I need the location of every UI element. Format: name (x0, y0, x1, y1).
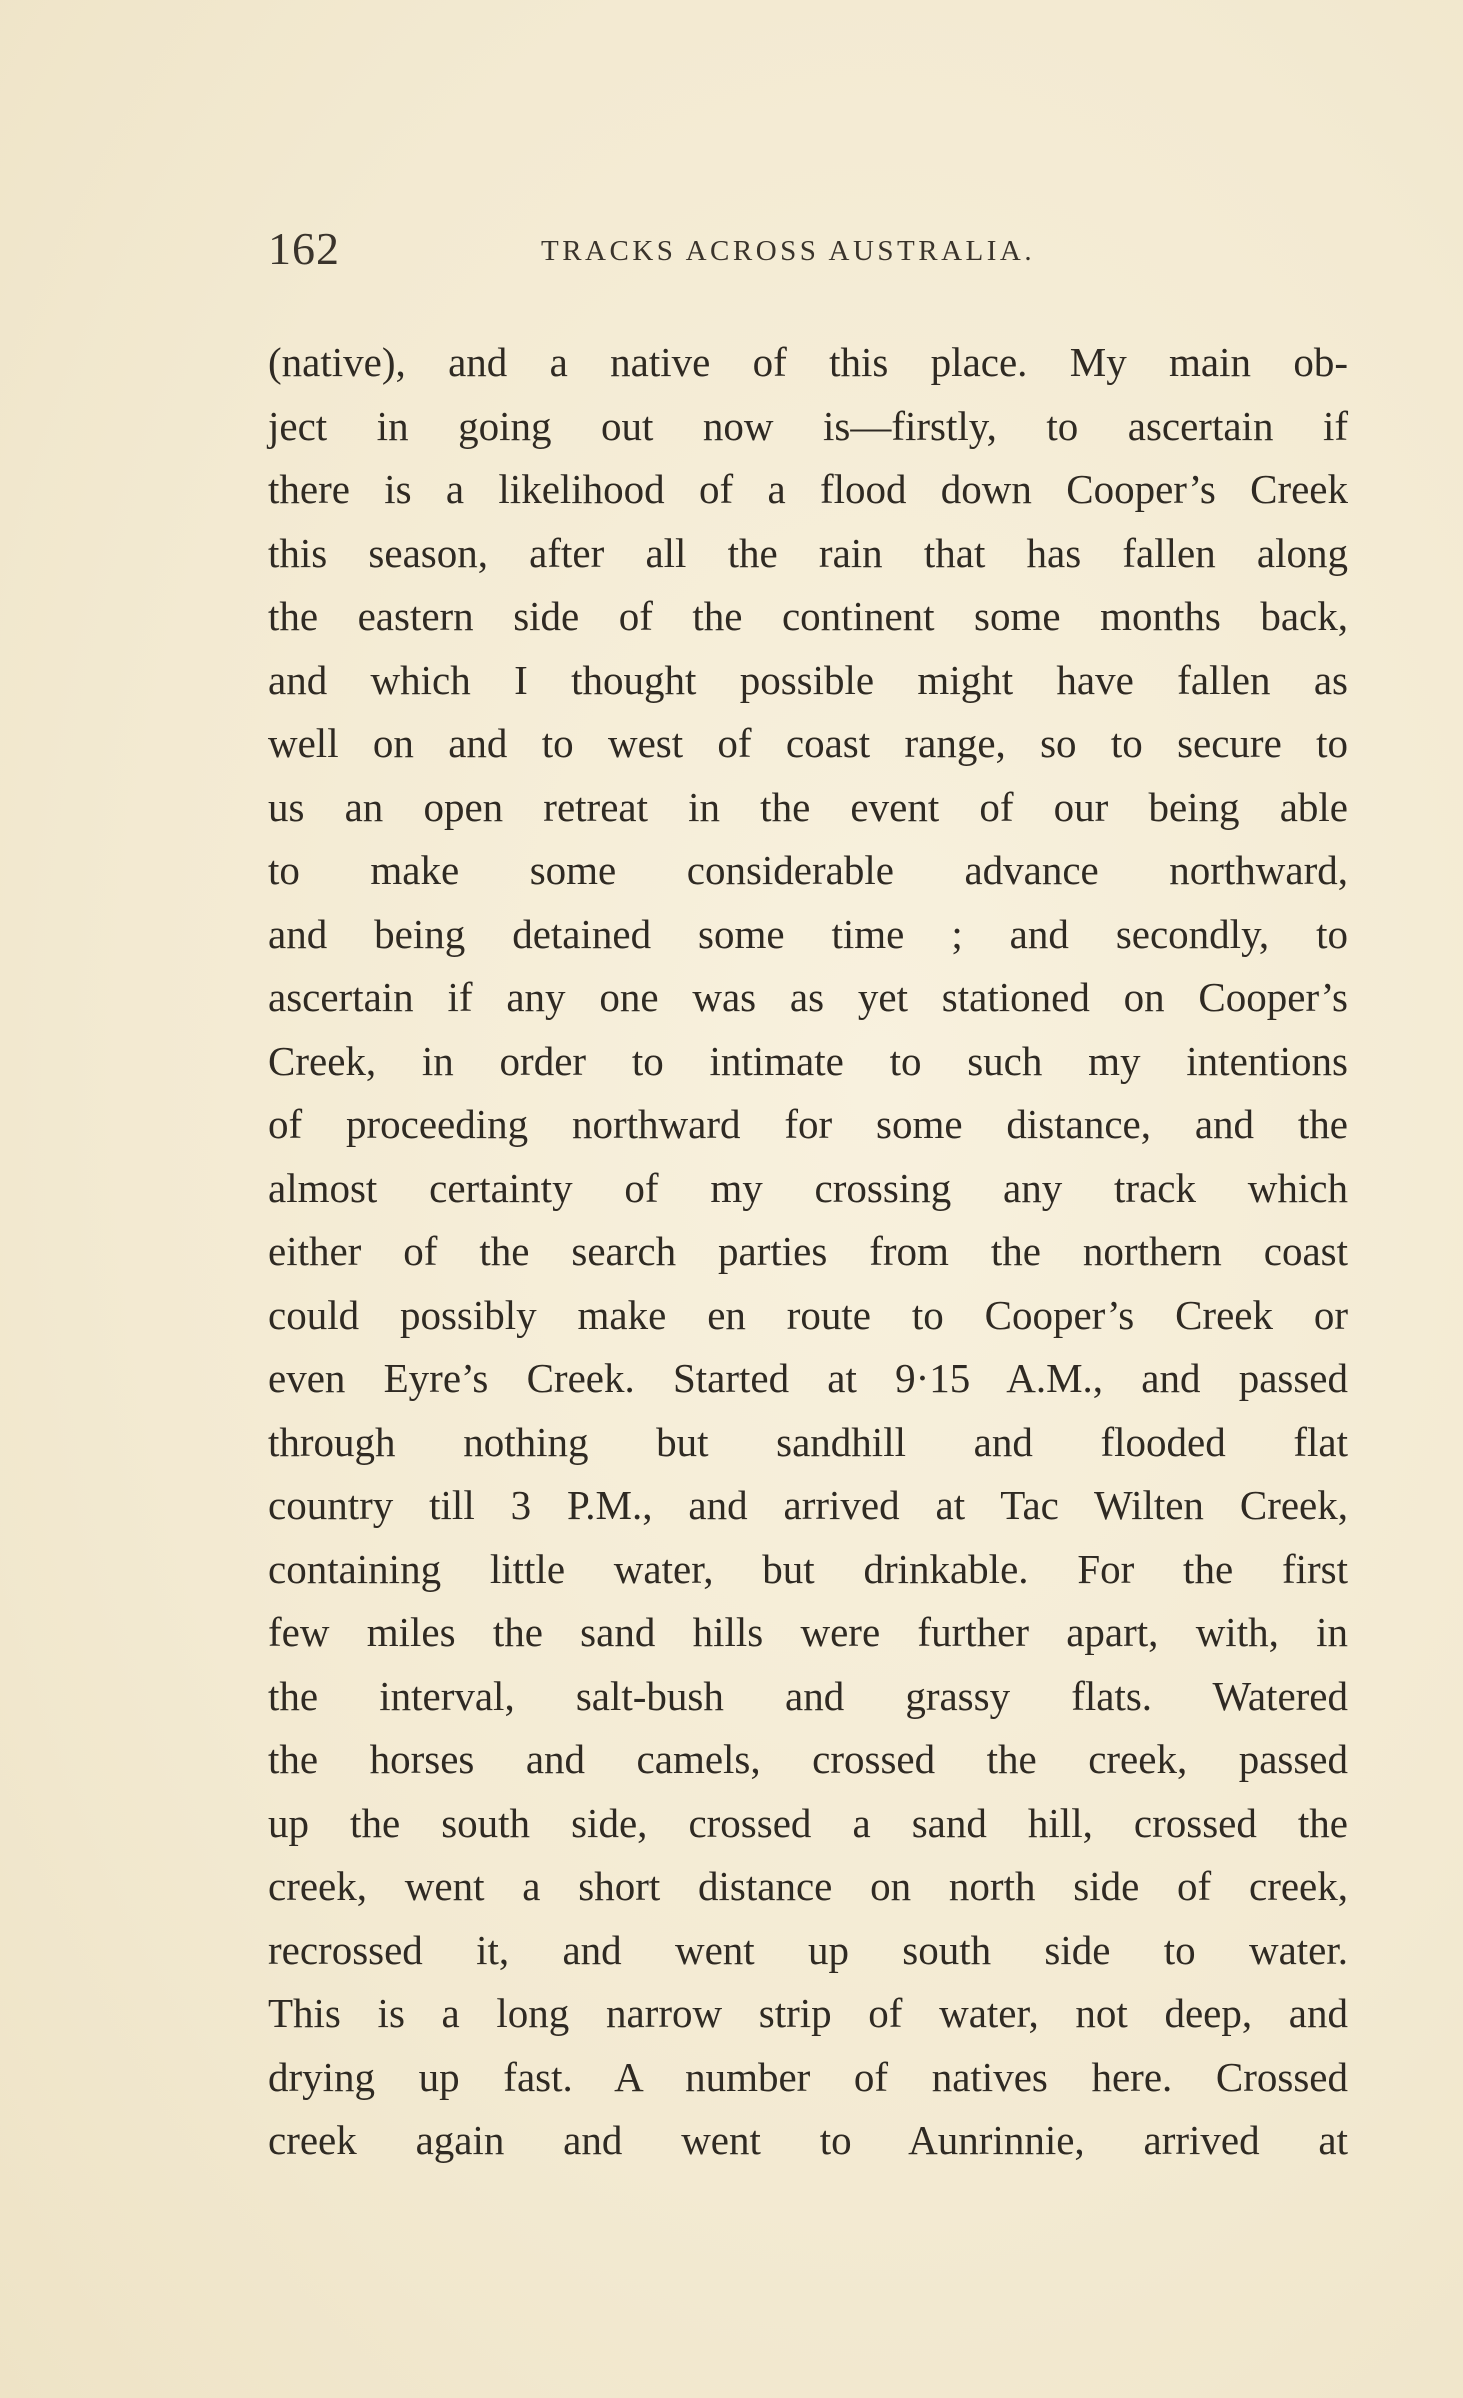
text-line: the horses and camels, crossed the creek, passed (268, 1736, 1348, 1782)
text-line: to make some considerable advance northward, (268, 847, 1348, 893)
text-line: up the south side, crossed a sand hill, crossed the (268, 1799, 1348, 1846)
text-line: and being detained some time ; and secondly, to (268, 910, 1348, 957)
text-line: either of the search parties from the northern coast (268, 1228, 1348, 1274)
text-line: there is a likelihood of a flood down Cooper’s Creek (268, 466, 1348, 512)
text-line: of proceeding northward for some distance, and the (268, 1101, 1348, 1147)
text-line: us an open retreat in the event of our being able (268, 783, 1348, 830)
text-line: recrossed it, and went up south side to water. (268, 1926, 1348, 1973)
text-line: ascertain if any one was as yet stationed on Cooper’s (268, 974, 1348, 1020)
text-line: and which I thought possible might have fallen as (268, 656, 1348, 703)
text-line: ject in going out now is—firstly, to ascertain if (268, 402, 1348, 449)
text-line: creek again and went to Aunrinnie, arrived at (268, 2117, 1348, 2163)
text-line: containing little water, but drinkable. For the first (268, 1545, 1348, 1592)
text-line: drying up fast. A number of natives here. Crossed (268, 2053, 1348, 2100)
page-number: 162 (268, 223, 340, 274)
text-line: well on and to west of coast range, so to secure to (268, 720, 1348, 766)
text-line: country till 3 P.M., and arrived at Tac Wilten Creek, (268, 1482, 1348, 1528)
running-head (268, 222, 1348, 278)
text-line: the interval, salt-bush and grassy flats. Watered (268, 1672, 1348, 1719)
text-line: few miles the sand hills were further apart, with, in (268, 1609, 1348, 1655)
text-line: even Eyre’s Creek. Started at 9·15 A.M., and passed (268, 1355, 1348, 1401)
text-line: This is a long narrow strip of water, not deep, and (268, 1990, 1348, 2036)
text-line: Creek, in order to intimate to such my intentions (268, 1037, 1348, 1084)
text-line: almost certainty of my crossing any track which (268, 1164, 1348, 1211)
text-line: could possibly make en route to Cooper’s Creek or (268, 1291, 1348, 1338)
running-title: TRACKS ACROSS AUSTRALIA. (541, 235, 1036, 267)
text-line: this season, after all the rain that has fallen along (268, 529, 1348, 576)
text-line: (native), and a native of this place. My main ob- (268, 339, 1348, 385)
text-line: through nothing but sandhill and flooded flat (268, 1418, 1348, 1465)
text-line: creek, went a short distance on north side of creek, (268, 1863, 1348, 1909)
text-line: the eastern side of the continent some months back, (268, 593, 1348, 639)
body-text (268, 331, 1348, 2173)
